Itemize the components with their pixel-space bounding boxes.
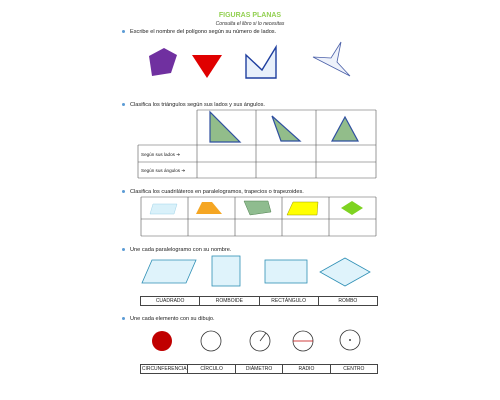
rhombus-shape: [320, 258, 370, 286]
label-rectangulo: RECTÁNGULO: [260, 297, 319, 305]
red-triangle-shape: [192, 55, 222, 78]
center-circle-shape: [340, 330, 360, 350]
label-circunferencia: CIRCUNFERENCIA: [141, 366, 187, 372]
instruction-quadrilaterals-text: Clasifica los cuadriláteros en paralelogramos, trapecios o trapezoides.: [130, 189, 304, 195]
label-rombo: ROMBO: [338, 298, 358, 304]
instruction-parallelograms: [122, 247, 231, 253]
label-radio: RADIO: [283, 365, 330, 373]
right-triangle-shape: [210, 112, 240, 142]
obtuse-triangle-shape: [272, 116, 300, 141]
instruction-polygons-text: Escribe el nombre del polígono según su número de lados.: [130, 29, 277, 35]
row-label-angles: Según sus ángulos ➔: [141, 168, 186, 173]
label-centro: CENTRO: [343, 366, 365, 372]
radius-circle-shape: [250, 331, 270, 351]
instruction-triangles-text: Clasifica los triángulos según sus lados y sus ángulos.: [130, 102, 265, 108]
dart-polygon-shape: [313, 42, 350, 76]
filled-circle-shape: [152, 331, 172, 351]
instruction-circle-elements-text: Une cada elemento con su dibujo.: [130, 316, 215, 322]
bullet-icon: [122, 317, 125, 320]
label-romboide: ROMBOIDE: [200, 297, 259, 305]
square-shape: [212, 256, 240, 286]
isosceles-triangle-shape: [332, 117, 358, 141]
bullet-icon: [122, 190, 125, 193]
light-parallelogram-shape: [150, 204, 177, 214]
green-rhombus-shape: [341, 201, 363, 215]
instruction-parallelograms-text: Une cada paralelogramo con su nombre.: [130, 247, 232, 253]
parallelogram-labels: [140, 296, 378, 306]
label-diametro: DIÁMETRO: [236, 365, 283, 373]
page-title: FIGURAS PLANAS: [218, 12, 282, 19]
instruction-circle-elements: [122, 316, 215, 322]
label-cuadrado: CUADRADO: [141, 297, 200, 305]
instruction-triangles: [122, 102, 265, 108]
instruction-quadrilaterals: [122, 189, 304, 195]
circle-element-labels: [140, 364, 378, 374]
instruction-polygons: [122, 29, 276, 35]
bullet-icon: [122, 103, 125, 106]
row-label-sides: Según sus lados ➔: [141, 152, 181, 157]
label-circulo: CÍRCULO: [188, 365, 235, 373]
page-subtitle: Consulta el libro si lo necesitas: [215, 21, 285, 27]
yellow-trapezoid-shape: [287, 202, 318, 215]
circumference-shape: [201, 331, 221, 351]
rectangle-shape: [265, 260, 307, 283]
concave-polygon-shape: [246, 47, 276, 78]
romboid-shape: [142, 260, 196, 283]
bullet-icon: [122, 30, 125, 33]
orange-trapezoid-shape: [196, 202, 222, 214]
green-trapezoid-shape: [244, 201, 271, 215]
diameter-circle-shape: [293, 331, 313, 351]
bullet-icon: [122, 248, 125, 251]
pentagon-shape: [149, 48, 177, 76]
